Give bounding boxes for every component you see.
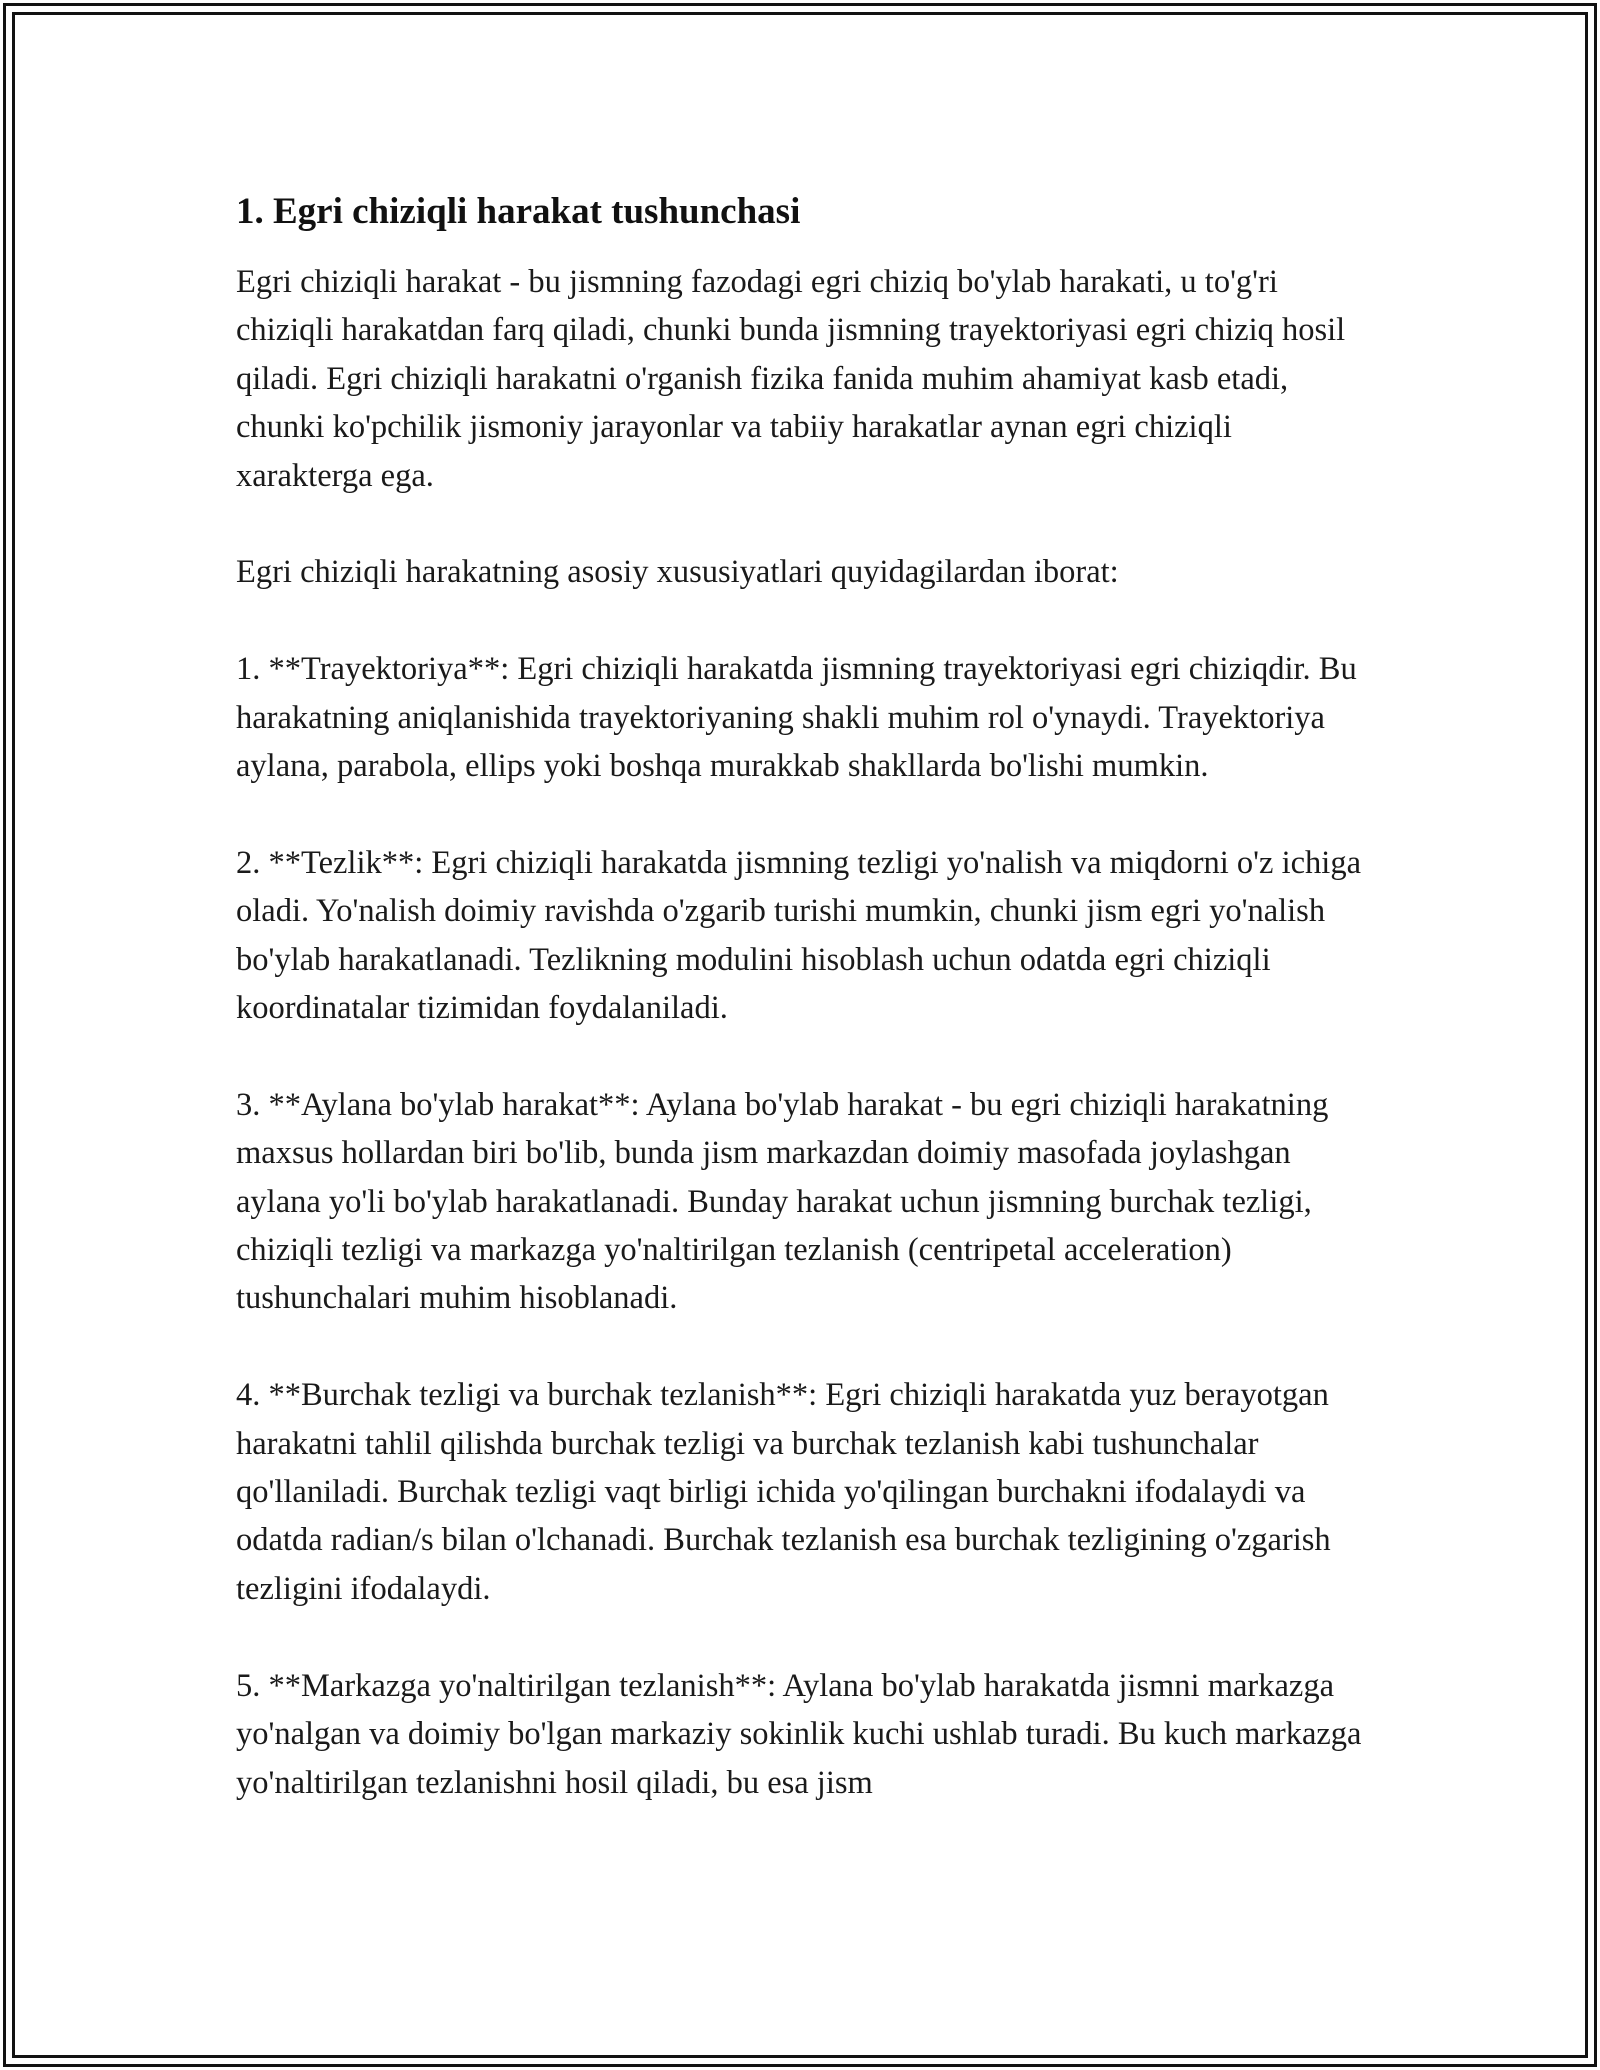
- paragraph-angular-velocity: 4. **Burchak tezligi va burchak tezlanish**: Egri chiziqli harakatda yuz berayotgan harakatni tahlil qilishda burchak tezligi va burchak tezlanish kabi tushunchalar qo'llaniladi. Burchak tezligi vaqt birligi ichida yo'qilingan burchakni ifodalaydi va odatda radian/s bilan o'lchanadi. Burchak tezlanish esa burchak tezligining o'zgarish tezligini ifodalaydi.: [236, 1377, 1331, 1607]
- paragraph-intro: Egri chiziqli harakat - bu jismning fazodagi egri chiziq bo'ylab harakati, u to'g'ri chiziqli harakatdan farq qiladi, chunki bunda jismning trayektoriyasi egri chiziq hosil qiladi. Egri chiziqli harakatni o'rganish fizika fanida muhim ahamiyat kasb etadi, chunki ko'pchilik jismoniy jarayonlar va tabiiy harakatlar aynan egri chiziqli xarakterga ega.: [236, 264, 1346, 494]
- paragraph-trajectory: 1. **Trayektoriya**: Egri chiziqli harakatda jismning trayektoriyasi egri chiziqdir. Bu harakatning aniqlanishida trayektoriyaning shakli muhim rol o'ynaydi. Trayektoriya aylana, parabola, ellips yoki boshqa murakkab shakllarda bo'lishi mumkin.: [236, 651, 1357, 785]
- document-body: [236, 188, 1376, 1855]
- paragraph-centripetal-acceleration: 5. **Markazga yo'naltirilgan tezlanish**: Aylana bo'ylab harakatda jismni markazga yo'nalgan va doimiy bo'lgan markaziy sokinlik kuchi ushlab turadi. Bu kuch markazga yo'naltirilgan tezlanishni hosil qiladi, bu esa jism: [236, 1667, 1362, 1801]
- paragraph-circular-motion: 3. **Aylana bo'ylab harakat**: Aylana bo'ylab harakat - bu egri chiziqli harakatning maxsus hollardan biri bo'lib, bunda jism markazdan doimiy masofada joylashgan aylana yo'li bo'ylab harakatlanadi. Bunday harakat uchun jismning burchak tezligi, chiziqli tezligi va markazga yo'naltirilgan tezlanish (centripetal acceleration) tushunchalari muhim hisoblanadi.: [236, 1086, 1329, 1317]
- paragraph-properties-intro: Egri chiziqli harakatning asosiy xususiyatlari quyidagilardan iborat:: [236, 554, 1119, 591]
- paragraph-velocity: 2. **Tezlik**: Egri chiziqli harakatda jismning tezligi yo'nalish va miqdorni o'z ichiga oladi. Yo'nalish doimiy ravishda o'zgarib turishi mumkin, chunki jism egri yo'nalish bo'ylab harakatlanadi. Tezlikning modulini hisoblash uchun odatda egri chiziqli koordinatalar tizimidan foydalaniladi.: [236, 844, 1361, 1027]
- section-heading: 1. Egri chiziqli harakat tushunchasi: [236, 191, 801, 232]
